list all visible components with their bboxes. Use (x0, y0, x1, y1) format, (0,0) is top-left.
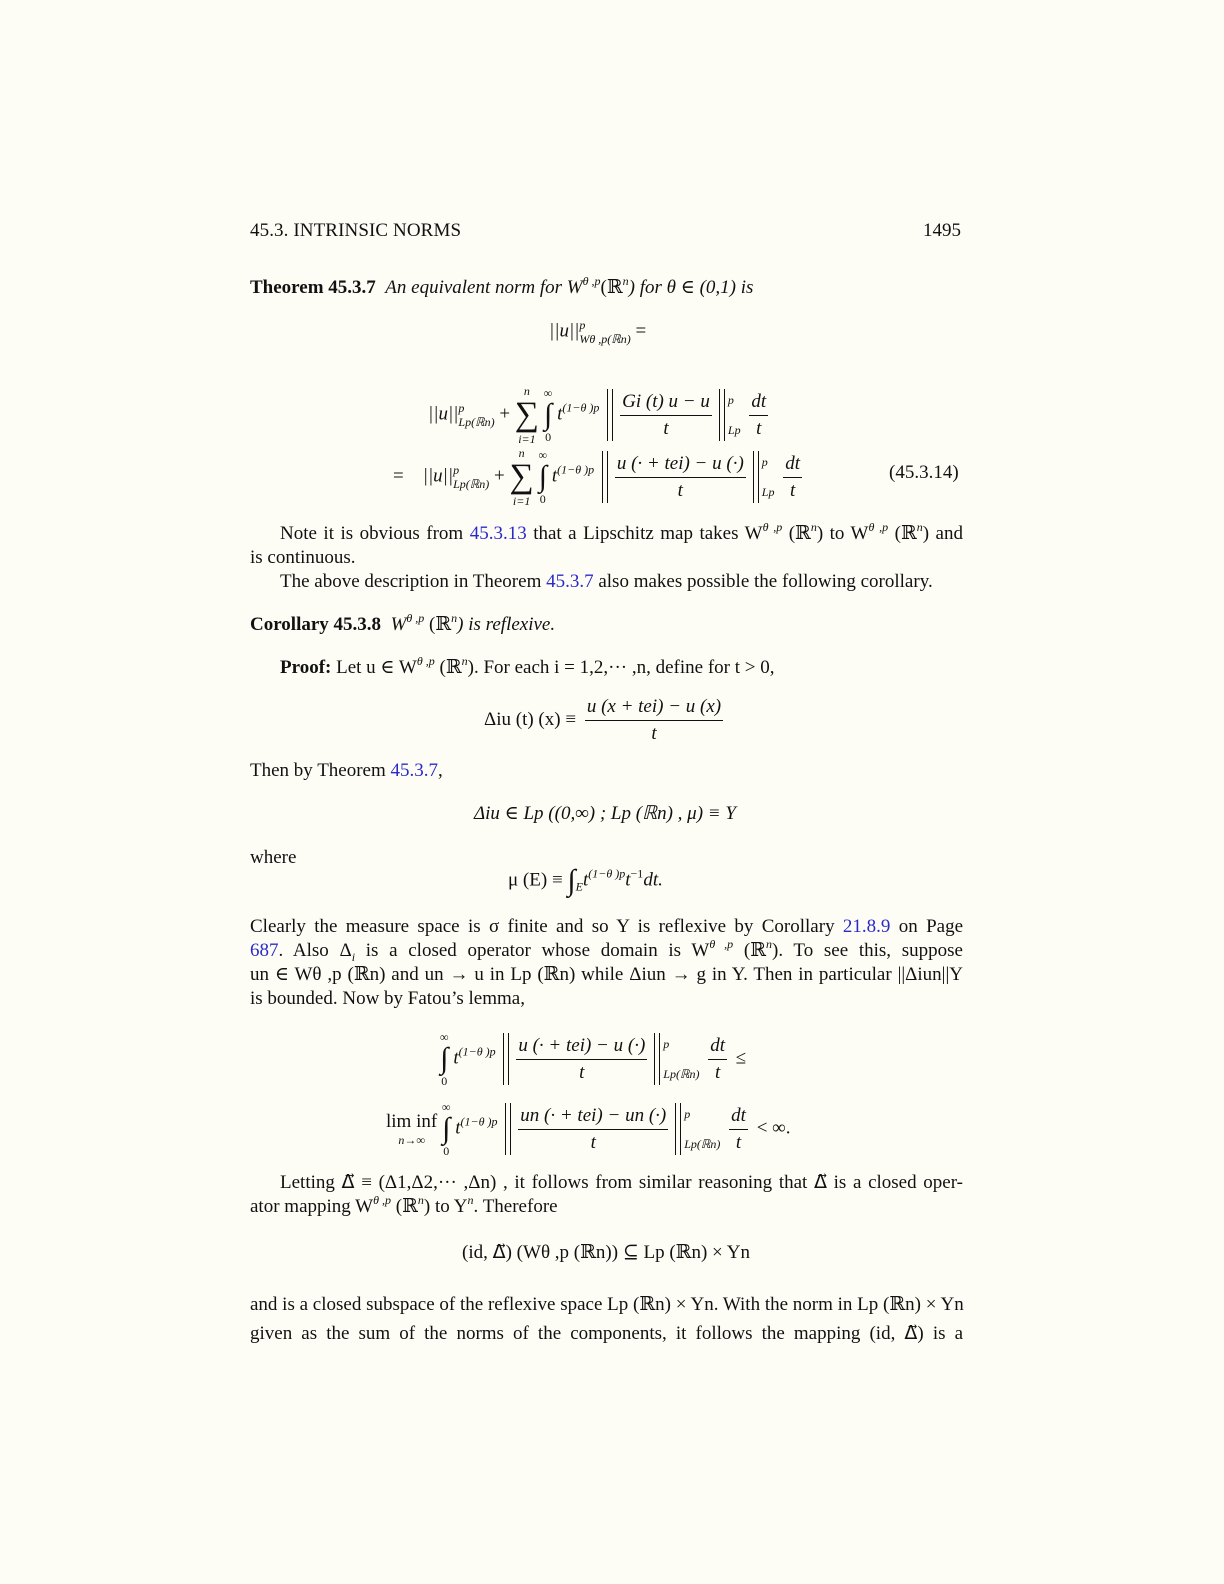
outer-sup: p (663, 1037, 670, 1051)
norm-bars-right (719, 389, 725, 441)
measure-definition (508, 866, 663, 896)
text: (ℝ (424, 614, 452, 635)
text: ) and (922, 523, 963, 544)
weight-t: t (453, 1047, 459, 1069)
norm-bars-right (753, 451, 759, 503)
link-eq-45-3-13[interactable]: 45.3.13 (469, 523, 527, 544)
norm-sup: p (453, 463, 460, 477)
delta-lhs: Δiu (t) (x) ≡ (484, 708, 577, 730)
paragraph-5-line-1: and is a closed subspace of the reflexive space Lp (ℝn) × Yn. With the norm in Lp (ℝn) × Yn (250, 1294, 964, 1315)
liminf-operator (386, 1111, 437, 1147)
fatou-line-2 (386, 1100, 790, 1158)
sup: θ ,p (373, 1193, 392, 1207)
integral-symbol: ∫ (538, 460, 547, 493)
sup: n (766, 937, 772, 951)
difference-quotient (620, 391, 712, 440)
text: (ℝ (391, 1196, 418, 1217)
fraction-denominator: t (590, 1131, 596, 1153)
sup: θ ,p (406, 611, 425, 625)
delta-fraction (585, 696, 723, 745)
paragraph-3-line-4: is bounded. Now by Fatou’s lemma, (250, 988, 525, 1009)
equation-number: (45.3.14) (889, 462, 959, 483)
running-header-section: 45.3. INTRINSIC NORMS (250, 220, 462, 241)
sum-operator (515, 384, 539, 446)
weight-t: t (557, 403, 563, 425)
outer-sup: p (727, 393, 734, 407)
integral-symbol: ∫ (442, 1112, 451, 1145)
integral-operator (544, 386, 553, 444)
fraction-denominator: t (677, 479, 683, 501)
fraction-denominator: t (663, 417, 669, 439)
sup: θ ,p (709, 937, 734, 951)
paragraph-5-line-2 (250, 1322, 963, 1346)
text: Clearly the measure space is σ finite and so Y is reflexive by Corollary (250, 916, 843, 937)
sup: θ ,p (416, 654, 435, 668)
equals-sign: = (635, 320, 647, 342)
text: also makes possible the following corollary. (593, 571, 933, 592)
text: that a Lipschitz map takes W (526, 523, 763, 544)
integral-operator (440, 1030, 449, 1088)
text: Let u ∈ W (331, 657, 417, 678)
text: (ℝ (888, 523, 917, 544)
proof-intro (250, 656, 963, 680)
dt-over-t (729, 1105, 748, 1154)
text: ). To see this, suppose (772, 940, 963, 961)
difference-quotient (516, 1035, 647, 1084)
integrand-exponent: (1−θ )p (588, 866, 626, 881)
theorem-sup: θ ,p (582, 274, 601, 288)
outer-sub: Lp(ℝn) (663, 1067, 700, 1081)
dt-denominator: t (735, 1131, 742, 1153)
sum-symbol: ∑ (514, 396, 540, 433)
text: . Therefore (473, 1196, 558, 1217)
fraction-numerator: Gi (t) u − u (620, 391, 712, 416)
norm-sub: Lp(ℝn) (458, 415, 495, 429)
fraction-denominator: t (579, 1061, 585, 1083)
sum-lower: i=1 (518, 432, 536, 446)
theorem-n: n (622, 274, 629, 288)
equation-line-1 (428, 384, 772, 446)
dt-denominator: t (714, 1061, 721, 1083)
norm-symbol: ||u|| (428, 403, 459, 425)
paragraph-3-line-3: un ∈ Wθ ,p (ℝn) and un → u in Lp (ℝn) while Δiun → g in Y. Then in particular ||Δiun||Y (250, 964, 963, 985)
weight-exponent: (1−θ )p (562, 400, 600, 415)
t-exponent: −1 (630, 866, 644, 881)
text: on Page (890, 916, 963, 937)
text: ) to W (816, 523, 869, 544)
norm-symbol: ||u|| (422, 465, 454, 487)
integral-symbol: ∫ (543, 398, 553, 431)
norm-bars-left (607, 389, 613, 441)
integral-lower: 0 (539, 492, 546, 506)
dt-denominator: t (789, 479, 796, 501)
text: . Also Δ (278, 940, 352, 961)
page-number: 1495 (923, 220, 961, 241)
integral-operator (539, 448, 548, 506)
theorem-norm-lhs (549, 318, 646, 346)
sum-upper: n (523, 384, 530, 398)
where-label: where (250, 847, 297, 868)
sup: θ ,p (868, 520, 889, 534)
difference-quotient (615, 453, 746, 502)
fatou-line-1 (440, 1030, 746, 1088)
link-theorem-45-3-7[interactable]: 45.3.7 (390, 760, 439, 781)
fraction-numerator: un (· + tei) − un (·) (518, 1105, 668, 1130)
less-equal-sign: ≤ (735, 1047, 747, 1069)
membership-equation: Δiu ∈ Lp ((0,∞) ; Lp (ℝn) , μ) ≡ Y (474, 803, 736, 824)
dt-numerator: dt (783, 453, 802, 478)
delta-definition (484, 696, 727, 745)
text: ) to Y (423, 1196, 468, 1217)
paragraph-3-line-2 (250, 939, 963, 963)
dt-denominator: t (756, 417, 762, 439)
theorem-label: Theorem 45.3.7 (250, 277, 376, 298)
less-than-infinity: < ∞. (756, 1117, 791, 1139)
integral-upper: ∞ (538, 448, 548, 462)
sub: i (351, 950, 356, 964)
norm-sup: p (579, 318, 586, 332)
theorem-statement (250, 276, 963, 300)
theorem-text-a: An equivalent norm for W (385, 277, 583, 298)
integral-symbol: ∫ (440, 1042, 449, 1075)
norm-bars-left (503, 1033, 509, 1085)
integral-symbol: ∫ (567, 864, 576, 897)
link-theorem-45-3-7[interactable]: 45.3.7 (546, 571, 594, 592)
corollary-label: Corollary 45.3.8 (250, 614, 382, 635)
dt-over-t (749, 391, 768, 440)
text: W (390, 614, 407, 635)
fraction-denominator: t (651, 723, 657, 744)
outer-sup: p (684, 1107, 691, 1121)
outer-sub: Lp (761, 485, 775, 499)
fraction-numerator: u (· + tei) − u (·) (516, 1035, 647, 1060)
weight-t: t (455, 1117, 461, 1139)
sup: n (810, 520, 817, 534)
dt-over-t (708, 1035, 727, 1084)
link-page-687[interactable]: 687 (250, 940, 279, 961)
equation-line-2 (393, 446, 806, 508)
integral-upper: ∞ (440, 1030, 449, 1044)
text: (ℝ (434, 657, 462, 678)
integral-lower: 0 (545, 430, 552, 444)
dt-numerator: dt (708, 1035, 727, 1060)
outer-sup: p (761, 455, 768, 469)
fraction-numerator: u (· + tei) − u (·) (615, 453, 746, 478)
graph-inclusion-equation: (id, Δ⃗) (Wθ ,p (ℝn)) ⊆ Lp (ℝn) × Yn (462, 1242, 751, 1263)
sup: θ ,p (762, 520, 783, 534)
integral-upper: ∞ (441, 1100, 451, 1114)
dt-numerator: dt (749, 391, 768, 416)
sum-operator (510, 446, 534, 508)
equals-sign: = (393, 465, 404, 487)
liminf-text: lim inf (386, 1111, 438, 1132)
proof-label: Proof: (280, 657, 332, 678)
sup: n (451, 611, 458, 625)
sum-lower: i=1 (512, 494, 531, 508)
dt: dt. (643, 869, 663, 891)
norm-sup: p (458, 401, 465, 415)
then-by-theorem (250, 759, 963, 783)
liminf-subscript: n→∞ (398, 1133, 425, 1147)
integral-domain: E (575, 879, 583, 894)
sup: n (417, 1193, 424, 1207)
plus-sign: + (499, 403, 511, 425)
outer-sub: Lp(ℝn) (684, 1137, 721, 1151)
link-corollary-21-8-9[interactable]: 21.8.9 (842, 916, 891, 937)
text: (ℝ (733, 940, 766, 961)
sup: n (916, 520, 923, 534)
difference-quotient (518, 1105, 668, 1154)
weight-t: t (551, 465, 558, 487)
norm-symbol: ||u|| (549, 320, 580, 342)
text: The above description in Theorem (280, 571, 547, 592)
text: ). For each i = 1,2,··· ,n, define for t > 0, (467, 657, 775, 678)
norm-bars-right (654, 1033, 660, 1085)
dt-over-t (783, 453, 802, 502)
integral-lower: 0 (441, 1074, 448, 1088)
text: Note it is obvious from (280, 523, 470, 544)
integral-operator (442, 1100, 451, 1158)
sup: n (467, 1193, 474, 1207)
paragraph-1-line-2: is continuous. (250, 547, 356, 568)
t-factor: t (625, 869, 631, 891)
sup: n (461, 654, 468, 668)
measure-lhs: μ (E) ≡ (508, 869, 563, 891)
fraction-numerator: u (x + tei) − u (x) (585, 696, 723, 721)
norm-scripts (579, 318, 630, 346)
text: , (438, 760, 443, 781)
dt-numerator: dt (729, 1105, 748, 1130)
outer-sub: Lp (727, 423, 741, 437)
text: ator mapping W (250, 1196, 374, 1217)
text: is a (932, 1323, 964, 1344)
sum-symbol: ∑ (509, 458, 534, 495)
theorem-text-c: ) for θ ∈ (0,1) is (628, 277, 754, 298)
paragraph-4-line-1: Letting Δ⃗ ≡ (Δ1,Δ2,··· ,Δn) , it follows from similar reasoning that Δ⃗ is a closed oper- (280, 1172, 963, 1193)
norm-bars-left (602, 451, 608, 503)
sum-upper: n (518, 446, 525, 460)
integrand-t: t (582, 869, 589, 891)
norm-sub: Wθ ,p(ℝn) (579, 332, 631, 346)
norm-sub: Lp(ℝn) (453, 477, 490, 491)
norm-bars-right (675, 1103, 681, 1155)
corollary-statement (250, 613, 963, 637)
integral-upper: ∞ (543, 386, 553, 400)
weight-exponent: (1−θ )p (458, 1044, 496, 1059)
theorem-text-b: (ℝ (600, 277, 623, 298)
norm-bars-left (505, 1103, 511, 1155)
paragraph-2 (250, 570, 963, 594)
weight-exponent: (1−θ )p (557, 462, 595, 477)
plus-sign: + (494, 465, 505, 487)
paragraph-1-line-1 (250, 522, 963, 546)
paragraph-4-line-2 (250, 1195, 963, 1219)
integral-lower: 0 (443, 1144, 450, 1158)
id-delta-pair: (id, Δ⃗) (869, 1323, 924, 1344)
text: (ℝ (782, 523, 811, 544)
text: ) is reflexive. (457, 614, 556, 635)
weight-exponent: (1−θ )p (460, 1114, 498, 1129)
text: Then by Theorem (250, 760, 391, 781)
paragraph-3-line-1 (250, 915, 963, 939)
text: given as the sum of the norms of the components, it follows the mapping (250, 1323, 861, 1344)
text: is a closed operator whose domain is W (355, 940, 710, 961)
